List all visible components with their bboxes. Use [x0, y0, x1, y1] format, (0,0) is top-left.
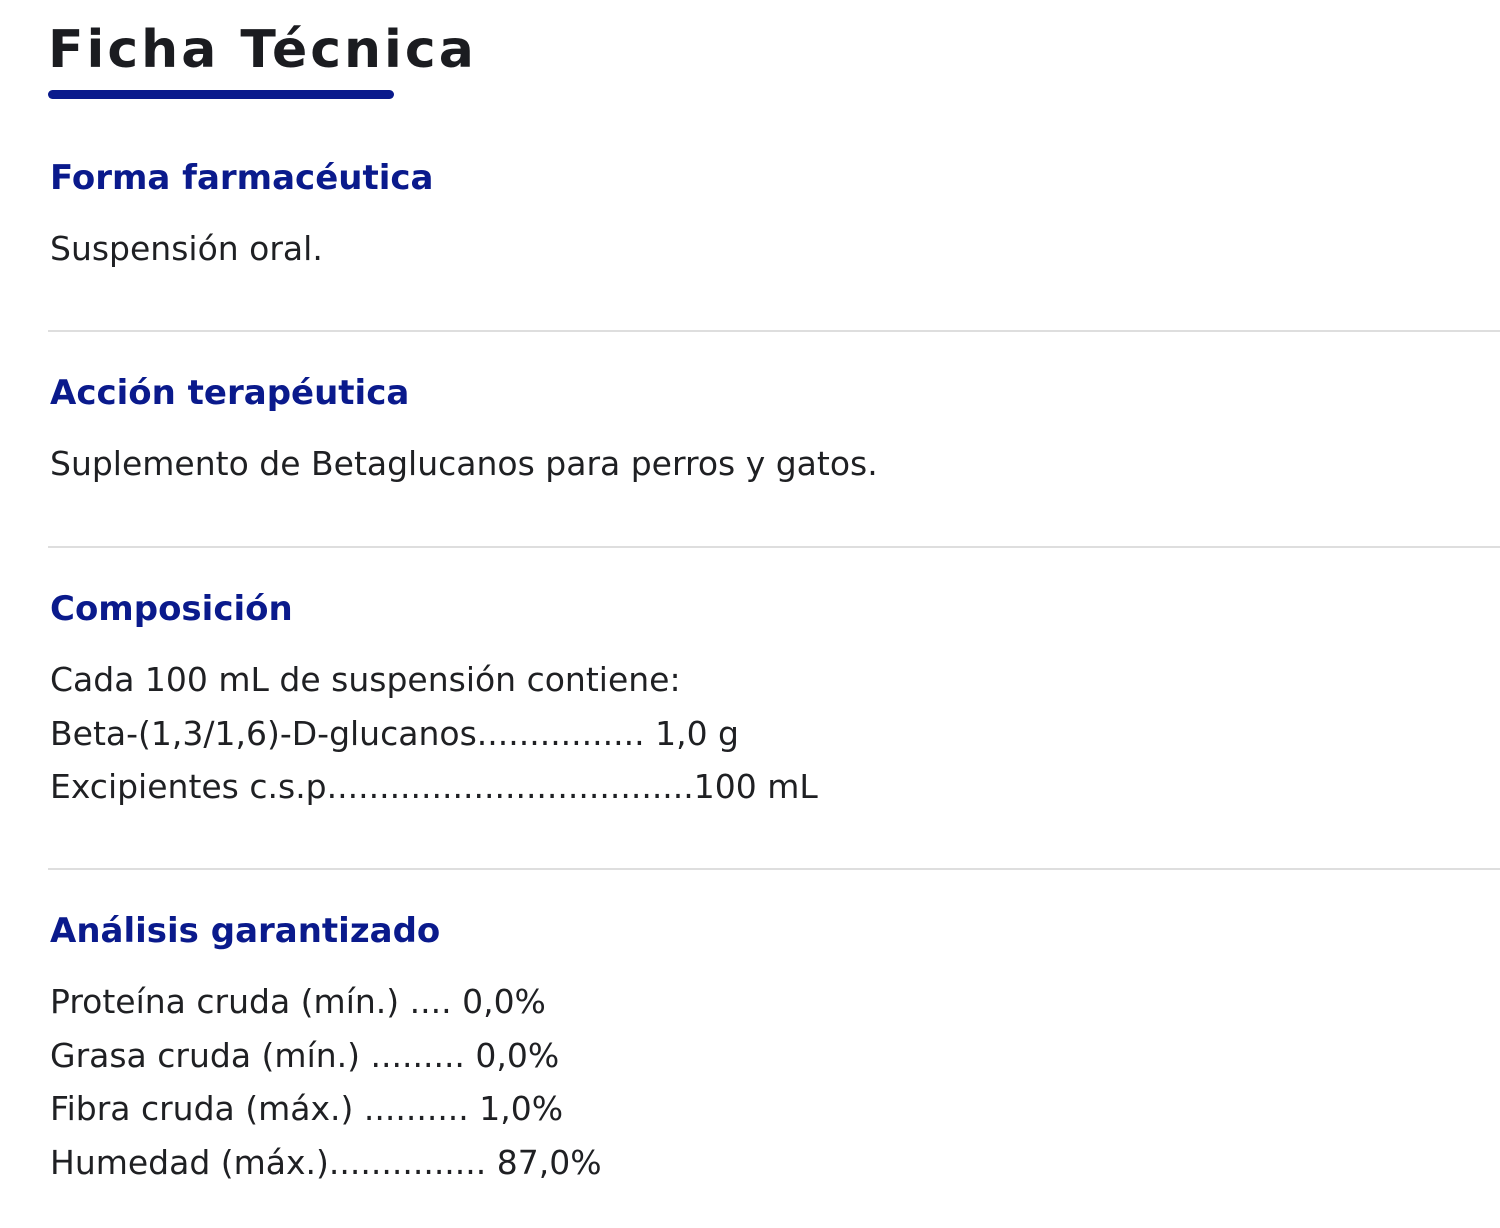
section-composicion: [50, 587, 1500, 814]
page-title: Ficha Técnica: [48, 20, 477, 80]
body-line: Suplemento de Betaglucanos para perros y gatos.: [50, 444, 878, 483]
body-line: Grasa cruda (mín.) ......... 0,0%: [50, 1035, 560, 1075]
section-heading: Forma farmacéutica: [50, 158, 434, 198]
section-analisis-garantizado: [50, 909, 1500, 1189]
section-body: [50, 975, 1500, 1189]
body-line: Excipientes c.s.p...................................100 mL: [50, 767, 818, 806]
body-line: Beta-(1,3/1,6)-D-glucanos................ 1,0 g: [50, 713, 740, 753]
body-line: Cada 100 mL de suspensión contiene:: [50, 660, 681, 699]
section-accion-terapeutica: [50, 371, 1500, 491]
section-divider: [48, 330, 1500, 332]
body-line: Fibra cruda (máx.) .......... 1,0%: [50, 1089, 564, 1128]
section-heading: Acción terapéutica: [50, 373, 410, 413]
section-heading: Composición: [50, 589, 293, 629]
body-line: Proteína cruda (mín.) .... 0,0%: [50, 982, 546, 1021]
section-forma-farmaceutica: [50, 156, 1500, 276]
section-heading: Análisis garantizado: [50, 911, 441, 951]
section-divider: [48, 546, 1500, 548]
section-body: [50, 437, 1500, 491]
section-divider: [48, 868, 1500, 870]
section-body: [50, 653, 1500, 814]
title-underline: [48, 90, 394, 99]
body-line: Humedad (máx.)............... 87,0%: [50, 1142, 602, 1182]
body-line: Suspensión oral.: [50, 229, 323, 268]
section-body: [50, 222, 1500, 276]
